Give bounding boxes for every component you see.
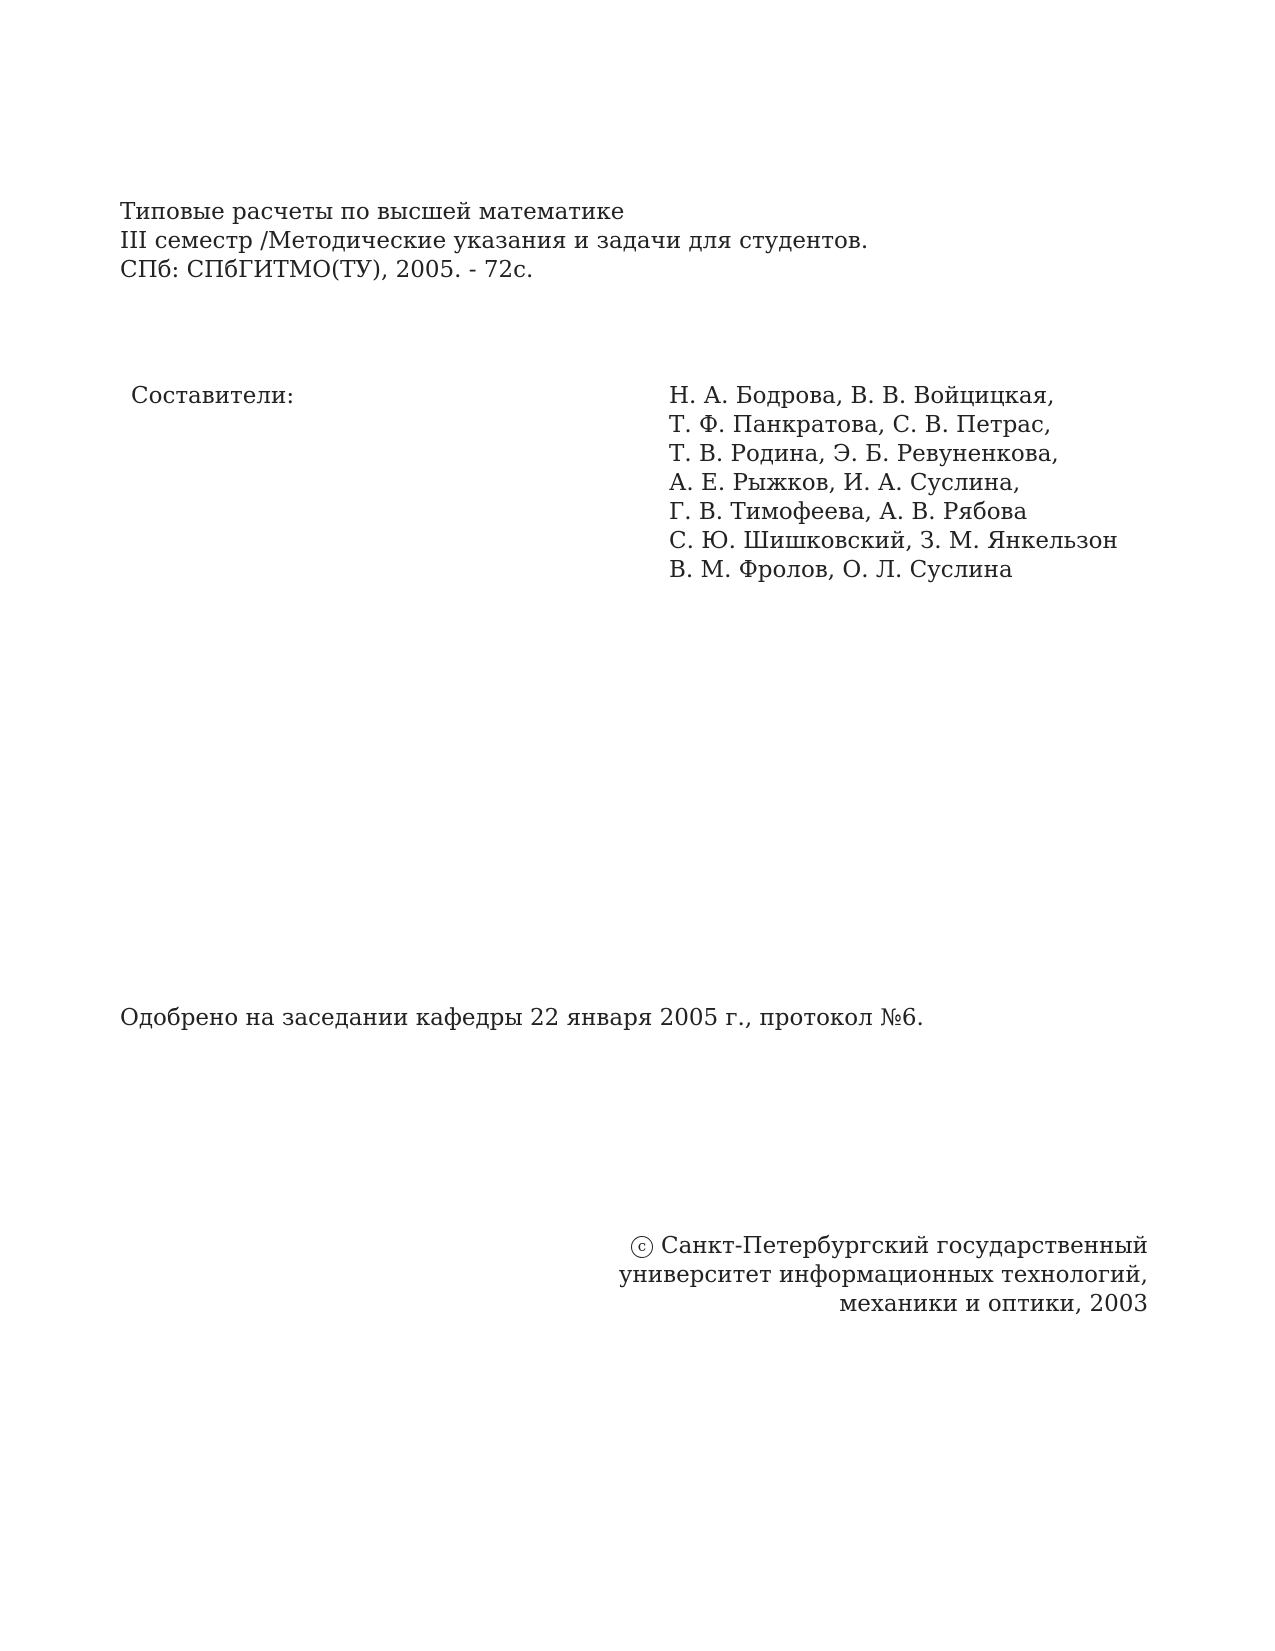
compiler-names-line: В. М. Фролов, О. Л. Суслина (669, 557, 1013, 583)
biblio-subtitle-line: III семестр /Методические указания и задачи для студентов. (120, 228, 869, 254)
approval-statement: Одобрено на заседании кафедры 22 января 2005 г., протокол №6. (120, 1005, 924, 1031)
copyright-first-line (619, 1232, 1148, 1261)
compiler-names-line: Т. В. Родина, Э. Б. Ревуненкова, (669, 441, 1059, 467)
compilers-label: Составители: (131, 383, 295, 409)
copyright-text-line: университет информационных технологий, (618, 1262, 1148, 1288)
copyright-text-line: механики и оптики, 2003 (839, 1291, 1148, 1317)
copyright-block (619, 1232, 1148, 1319)
copyright-text-line: Санкт-Петербургский государственный (661, 1233, 1148, 1259)
compiler-names-line: С. Ю. Шишковский, З. М. Янкельзон (669, 528, 1118, 554)
bibliographic-description (120, 198, 868, 285)
compiler-names-line: Н. А. Бодрова, В. В. Войцицкая, (669, 383, 1055, 409)
compiler-names-line: А. Е. Рыжков, И. А. Суслина, (669, 470, 1021, 496)
biblio-title-line: Типовые расчеты по высшей математике (120, 199, 625, 225)
compilers-list (669, 382, 1118, 585)
compiler-names-line: Т. Ф. Панкратова, С. В. Петрас, (669, 412, 1052, 438)
copyright-icon: c (631, 1236, 653, 1258)
compiler-names-line: Г. В. Тимофеева, А. В. Рябова (669, 499, 1028, 525)
biblio-publisher-line: СПб: СПбГИТМО(ТУ), 2005. - 72с. (120, 257, 534, 283)
